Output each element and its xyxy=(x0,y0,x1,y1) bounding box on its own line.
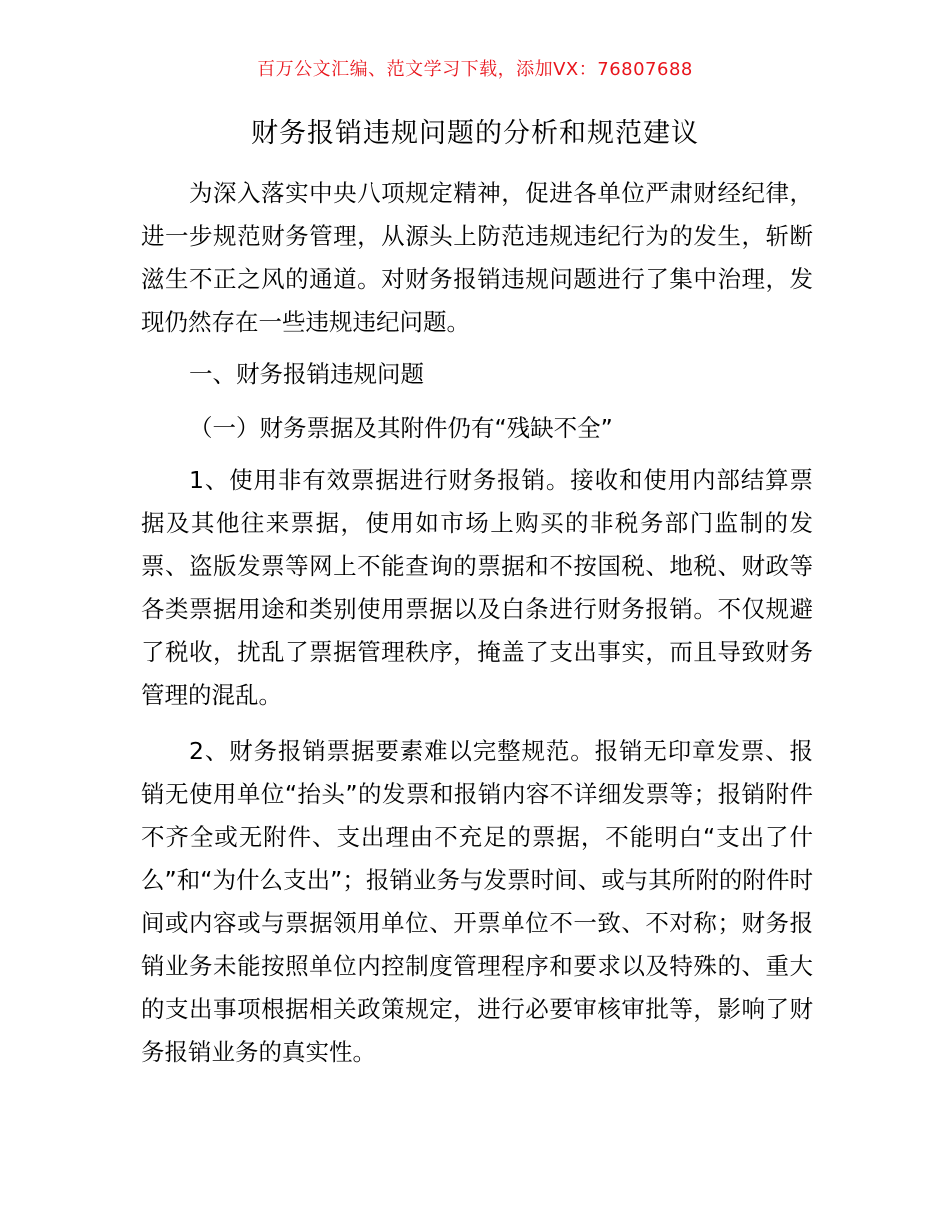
subsection-heading-1: （一）财务票据及其附件仍有“残缺不全” xyxy=(189,414,613,442)
watermark-header: 百万公文汇编、范文学习下载，添加VX：76807688 xyxy=(257,59,693,80)
paragraph-item-1: 1、使用非有效票据进行财务报销。接收和使用内部结算票据及其他往来票据，使用如市场上购买的非税务部门监制的发票、盗版发票等网上不能查询的票据和不按国税、地税、财政等各类票据用途和类别使用票据以及白条进行财务报销。不仅规避了税收，扰乱了票据管理秩序，掩盖了支出事实，而且导致财务管理的混乱。 xyxy=(141,466,813,709)
document-title: 财务报销违规问题的分析和规范建议 xyxy=(251,118,699,149)
intro-paragraph: 为深入落实中央八项规定精神，促进各单位严肃财经纪律，进一步规范财务管理，从源头上防范违规违纪行为的发生，斩断滋生不正之风的通道。对财务报销违规问题进行了集中治理，发现仍然存在一些违规违纪问题。 xyxy=(141,179,813,336)
section-heading-1: 一、财务报销违规问题 xyxy=(189,360,424,388)
paragraph-item-2: 2、财务报销票据要素难以完整规范。报销无印章发票、报销无使用单位“抬头”的发票和报销内容不详细发票等；报销附件不齐全或无附件、支出理由不充足的票据，不能明白“支出了什么”和“为什么支出”；报销业务与发票时间、或与其所附的附件时间或内容或与票据领用单位、开票单位不一致、不对称；财务报销业务未能按照单位内控制度管理程序和要求以及特殊的、重大的支出事项根据相关政策规定，进行必要审核审批等，影响了财务报销业务的真实性。 xyxy=(141,737,813,1066)
